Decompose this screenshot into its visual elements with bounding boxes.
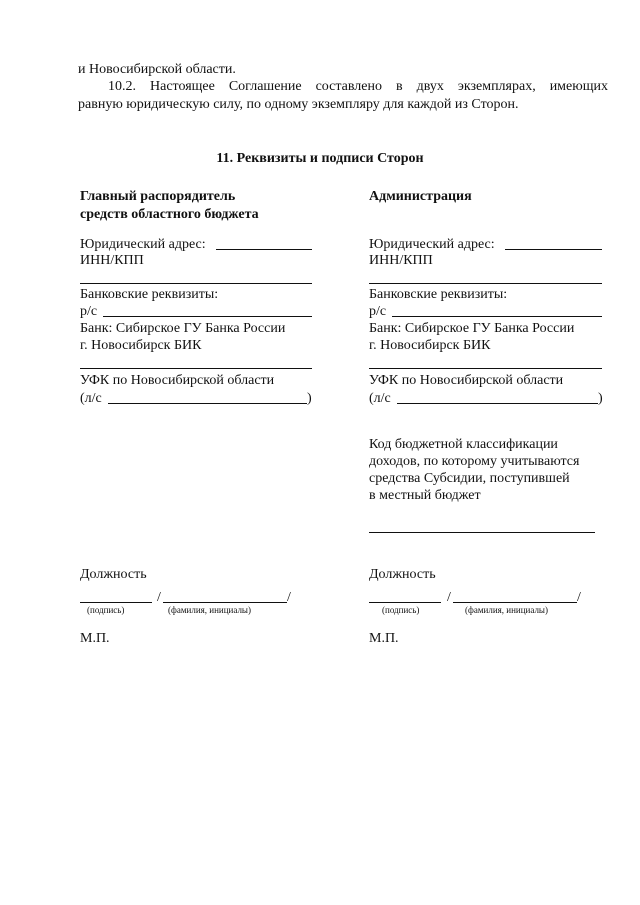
left-ls-close: ) <box>307 391 312 406</box>
left-bank-name: Банк: Сибирское ГУ Банка России <box>80 321 286 336</box>
right-bik-line <box>369 368 602 369</box>
left-inn-label: ИНН/КПП <box>80 253 144 268</box>
left-ufk-label: УФК по Новосибирской области <box>80 373 275 388</box>
right-bank-details-label: Банковские реквизиты: <box>369 287 508 302</box>
left-account-label: р/с <box>80 304 98 319</box>
left-bank-city-bik: г. Новосибирск БИК <box>80 338 202 353</box>
left-inn-line <box>80 283 312 284</box>
right-name-caption: (фамилия, инициалы) <box>465 605 548 615</box>
right-slash: / <box>447 590 451 605</box>
right-code-line-4: в местный бюджет <box>369 488 481 503</box>
left-legal-address-line <box>216 249 312 250</box>
right-bank-city-bik: г. Новосибирск БИК <box>369 338 491 353</box>
section-title: 11. Реквизиты и подписи Сторон <box>216 151 424 166</box>
left-bik-line <box>80 368 312 369</box>
left-signature-caption: (подпись) <box>87 605 125 615</box>
left-ls-line <box>108 403 307 404</box>
right-account-label: р/с <box>369 304 387 319</box>
left-slash: / <box>157 590 161 605</box>
left-signature-line <box>80 602 152 603</box>
right-name-line <box>453 602 577 603</box>
left-name-caption: (фамилия, инициалы) <box>168 605 251 615</box>
right-heading: Администрация <box>369 189 472 204</box>
right-inn-line <box>369 283 602 284</box>
left-account-line <box>103 316 312 317</box>
right-ls-close: ) <box>598 391 603 406</box>
left-position-label: Должность <box>80 567 147 582</box>
right-inn-label: ИНН/КПП <box>369 253 433 268</box>
right-ufk-label: УФК по Новосибирской области <box>369 373 564 388</box>
left-ls-label: (л/с <box>80 391 102 406</box>
left-bank-details-label: Банковские реквизиты: <box>80 287 219 302</box>
right-position-label: Должность <box>369 567 436 582</box>
right-code-line-1: Код бюджетной классификации <box>369 437 558 452</box>
left-name-line <box>163 602 287 603</box>
right-bank-name: Банк: Сибирское ГУ Банка России <box>369 321 575 336</box>
left-heading-line-2: средств областного бюджета <box>80 207 259 222</box>
intro-line-2: 10.2. Настоящее Соглашение составлено в двух экземплярах, имеющих <box>108 79 608 94</box>
right-legal-address-line <box>505 249 602 250</box>
right-signature-caption: (подпись) <box>382 605 420 615</box>
right-legal-address-label: Юридический адрес: <box>369 237 495 252</box>
left-slash-end: / <box>287 590 291 605</box>
right-slash-end: / <box>577 590 581 605</box>
right-ls-line <box>397 403 598 404</box>
left-heading-line-1: Главный распорядитель <box>80 189 236 204</box>
right-signature-line <box>369 602 441 603</box>
left-legal-address-label: Юридический адрес: <box>80 237 206 252</box>
left-seal-label: М.П. <box>80 631 110 646</box>
intro-line-1: и Новосибирской области. <box>78 62 236 77</box>
right-seal-label: М.П. <box>369 631 399 646</box>
right-code-line-2: доходов, по которому учитываются <box>369 454 580 469</box>
right-account-line <box>392 316 602 317</box>
right-ls-label: (л/с <box>369 391 391 406</box>
intro-line-3: равную юридическую силу, по одному экземпляру для каждой из Сторон. <box>78 97 519 112</box>
right-code-line <box>369 532 595 533</box>
right-code-line-3: средства Субсидии, поступившей <box>369 471 570 486</box>
